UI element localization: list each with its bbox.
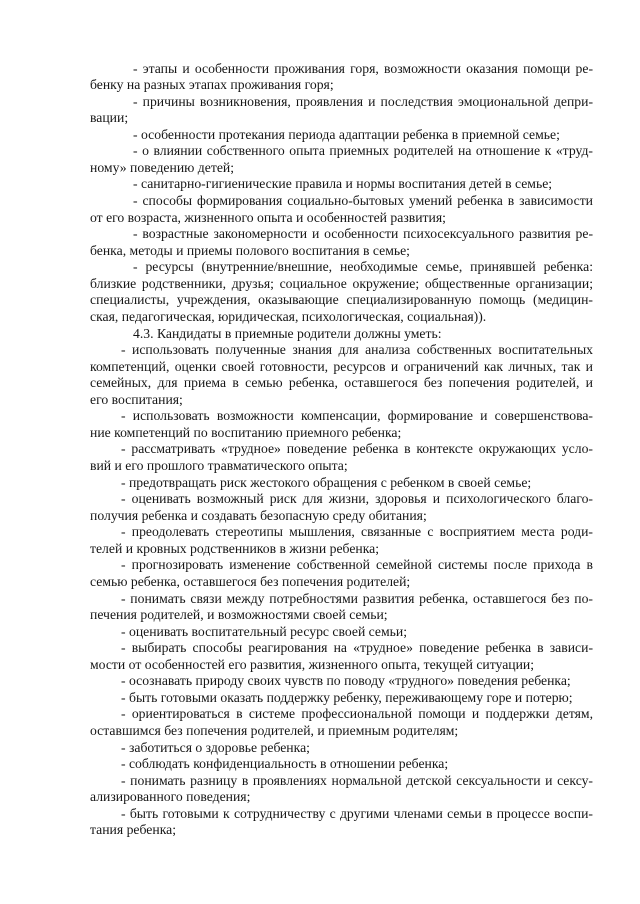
list-item	[90, 61, 593, 94]
list-item	[90, 524, 593, 557]
text-line: бенку на разных этапах проживания горя;	[90, 77, 334, 93]
text-line: ние компетенций по воспитанию приемного ребенка;	[90, 424, 402, 440]
list-item	[90, 491, 593, 524]
list-item	[90, 624, 593, 641]
list-item	[90, 475, 593, 492]
text-line: вий и его прошлого травматического опыта;	[90, 458, 348, 473]
text-line: тания ребенка;	[90, 822, 177, 838]
text-line: - использовать полученные знания для анализа собственных воспитательных	[121, 342, 593, 358]
text-line: - ресурсы (внутренние/внешние, необходимые семье, принявшей ребенка:	[133, 259, 593, 275]
text-line: бенка, методы и приемы полового воспитания в семье;	[90, 242, 410, 258]
list-item	[90, 706, 593, 739]
text-line: специалисты, учреждения, оказывающие специализированную помощь (медицин-	[90, 292, 593, 308]
list-item	[90, 740, 593, 757]
text-line: ализированного поведения;	[90, 789, 251, 805]
text-line: - особенности протекания периода адаптации ребенка в приемной семье;	[133, 126, 560, 142]
text-line: мости от особенностей его развития, жизненного опыта, текущей ситуации;	[90, 656, 535, 672]
text-line: - преодолевать стереотипы мышления, связанные с восприятием места роди-	[121, 524, 593, 540]
text-line: - понимать связи между потребностями развития ребенка, оставшегося без по-	[121, 590, 593, 606]
document-body	[90, 61, 593, 839]
text-line: семейных, для приема в семью ребенка, оставшегося без попечения родителей, и	[90, 375, 593, 391]
text-line: его воспитания;	[90, 391, 183, 407]
text-line: - ориентироваться в системе профессиональной помощи и поддержки детям,	[121, 706, 593, 722]
list-item	[90, 441, 593, 474]
list-item	[90, 226, 593, 259]
text-line: - возрастные закономерности и особенности психосексуального развития ре-	[133, 226, 593, 242]
list-item	[90, 143, 593, 176]
text-line: ская, педагогическая, юридическая, психологическая, социальная)).	[90, 308, 487, 324]
text-line: близкие родственники, друзья; социальное окружение; общественные организации;	[90, 275, 593, 291]
text-line: - предотвращать риск жестокого обращения с ребенком в своей семье;	[121, 474, 532, 490]
text-line: вации;	[90, 110, 129, 126]
text-line: - рассматривать «трудное» поведение ребенка в контексте окружающих усло-	[121, 441, 593, 457]
text-line: компетенций, оценки своей готовности, ресурсов и ограничений как личных, так и	[90, 358, 593, 374]
text-line: - этапы и особенности проживания горя, возможности оказания помощи ре-	[133, 60, 593, 76]
text-line: - заботиться о здоровье ребенка;	[121, 739, 310, 755]
text-line: - оценивать возможный риск для жизни, здоровья и психологического благо-	[121, 491, 593, 507]
text-line: - оценивать воспитательный ресурс своей семьи;	[121, 623, 408, 639]
section-heading: 4.3. Кандидаты в приемные родители должны уметь:	[133, 325, 442, 341]
text-line: - выбирать способы реагирования на «трудное» поведение ребенка в зависи-	[121, 640, 593, 656]
text-line: печения родителей, и возможностями своей семьи;	[90, 607, 388, 623]
text-line: семью ребенка, оставшегося без попечения родителей;	[90, 573, 411, 589]
list-item	[90, 690, 593, 707]
list-item	[90, 94, 593, 127]
text-line: получия ребенка и создавать безопасную среду обитания;	[90, 507, 427, 523]
text-line: оставшимся без попечения родителей, и приемным родителям;	[90, 723, 459, 738]
list-item	[90, 773, 593, 806]
text-line: - использовать возможности компенсации, формирование и совершенствова-	[121, 408, 593, 424]
list-item	[90, 259, 593, 325]
list-item	[90, 806, 593, 839]
list-item	[90, 640, 593, 673]
list-item	[90, 342, 593, 408]
text-line: - понимать разницу в проявлениях нормальной детской сексуальности и сексу-	[121, 772, 593, 788]
list-item	[90, 127, 593, 144]
list-item	[90, 756, 593, 773]
text-line: - санитарно-гигиенические правила и нормы воспитания детей в семье;	[133, 176, 553, 192]
text-line: - о влиянии собственного опыта приемных родителей на отношение к «труд-	[133, 143, 593, 159]
text-line: - причины возникновения, проявления и последствия эмоциональной депри-	[133, 93, 593, 109]
list-item	[90, 408, 593, 441]
list-item	[90, 193, 593, 226]
list-item	[90, 673, 593, 690]
text-line: - осознавать природу своих чувств по поводу «трудного» поведения ребенка;	[121, 673, 571, 689]
list-item	[90, 591, 593, 624]
text-line: - быть готовыми оказать поддержку ребенку, переживающему горе и потерю;	[121, 689, 573, 705]
text-line: - прогнозировать изменение собственной семейной системы после прихода в	[121, 557, 593, 573]
text-line: ному» поведению детей;	[90, 159, 235, 175]
list-item	[90, 557, 593, 590]
text-line: телей и кровных родственников в жизни ребенка;	[90, 540, 380, 556]
list-item	[90, 176, 593, 193]
text-line: от его возраста, жизненного опыта и особенностей развития;	[90, 209, 446, 225]
text-line: - быть готовыми к сотрудничеству с другими членами семьи в процессе воспи-	[121, 805, 593, 821]
text-line: - соблюдать конфиденциальность в отношении ребенка;	[121, 756, 449, 772]
text-line: - способы формирования социально-бытовых умений ребенка в зависимости	[133, 193, 593, 208]
